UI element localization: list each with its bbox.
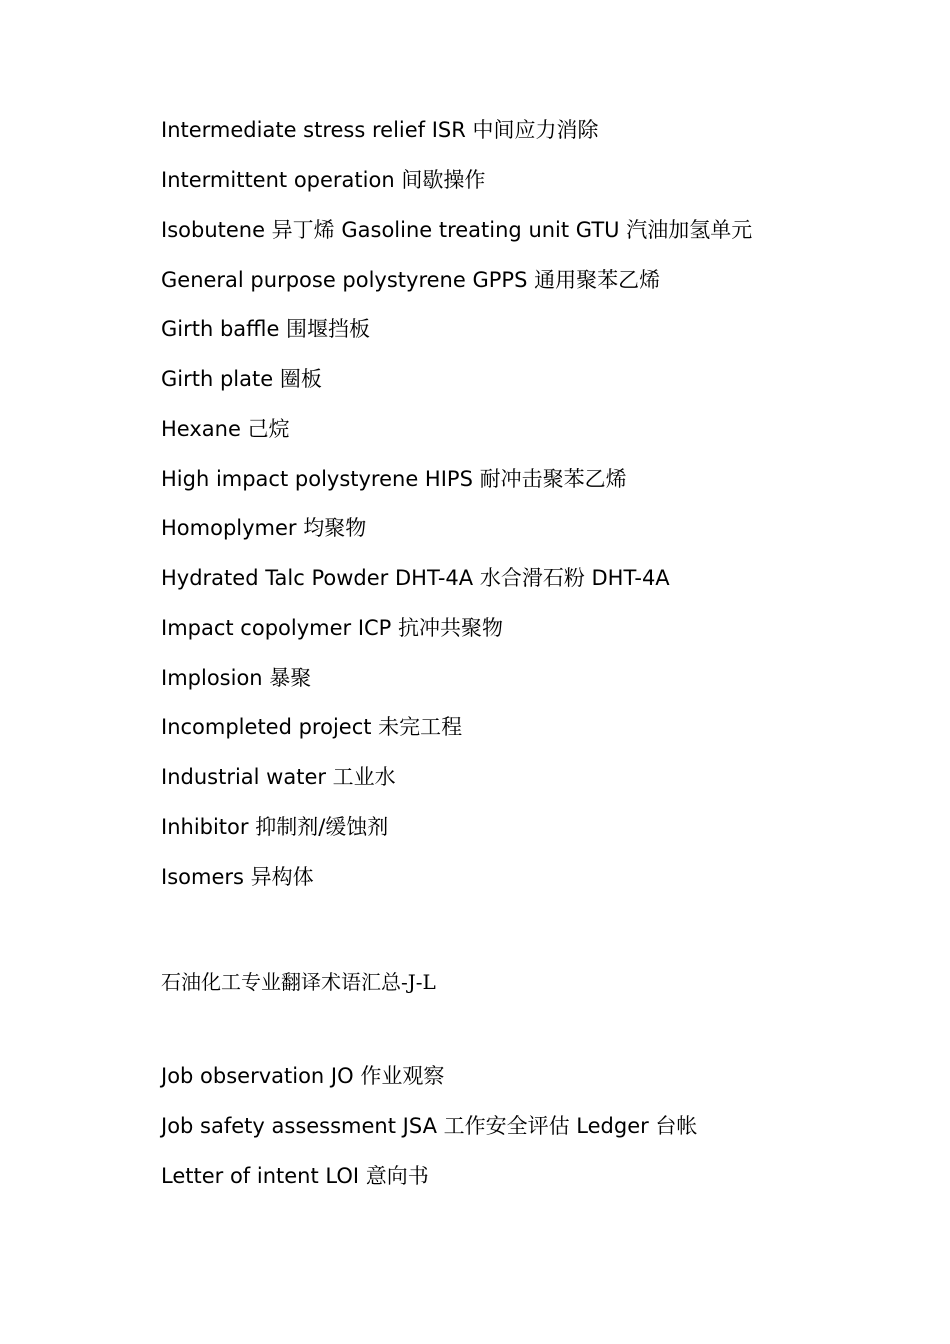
term-line: Homoplymer 均聚物 xyxy=(161,516,367,540)
term-line: Job safety assessment JSA 工作安全评估 Ledger 台帐 xyxy=(161,1114,698,1138)
term-line: Isobutene 异丁烯 Gasoline treating unit GTU 汽油加氢单元 xyxy=(161,218,753,242)
term-line: Hexane 己烷 xyxy=(161,417,290,441)
term-line: Hydrated Talc Powder DHT-4A 水合滑石粉 DHT-4A xyxy=(161,566,670,590)
term-line: High impact polystyrene HIPS 耐冲击聚苯乙烯 xyxy=(161,467,627,491)
term-line: Isomers 异构体 xyxy=(161,865,314,889)
term-line: Girth baffle 围堰挡板 xyxy=(161,317,371,341)
term-line: General purpose polystyrene GPPS 通用聚苯乙烯 xyxy=(161,268,661,292)
term-line: Incompleted project 未完工程 xyxy=(161,715,463,739)
section-heading: 石油化工专业翻译术语汇总-J-L xyxy=(161,970,436,994)
term-line: Industrial water 工业水 xyxy=(161,765,396,789)
term-line: Letter of intent LOI 意向书 xyxy=(161,1164,429,1188)
term-line: Inhibitor 抑制剂/缓蚀剂 xyxy=(161,815,389,839)
term-line: Job observation JO 作业观察 xyxy=(161,1064,445,1088)
term-line: Impact copolymer ICP 抗冲共聚物 xyxy=(161,616,504,640)
term-line: Girth plate 圈板 xyxy=(161,367,322,391)
term-line: Intermittent operation 间歇操作 xyxy=(161,168,486,192)
term-line: Intermediate stress relief ISR 中间应力消除 xyxy=(161,118,599,142)
term-line: Implosion 暴聚 xyxy=(161,666,312,690)
